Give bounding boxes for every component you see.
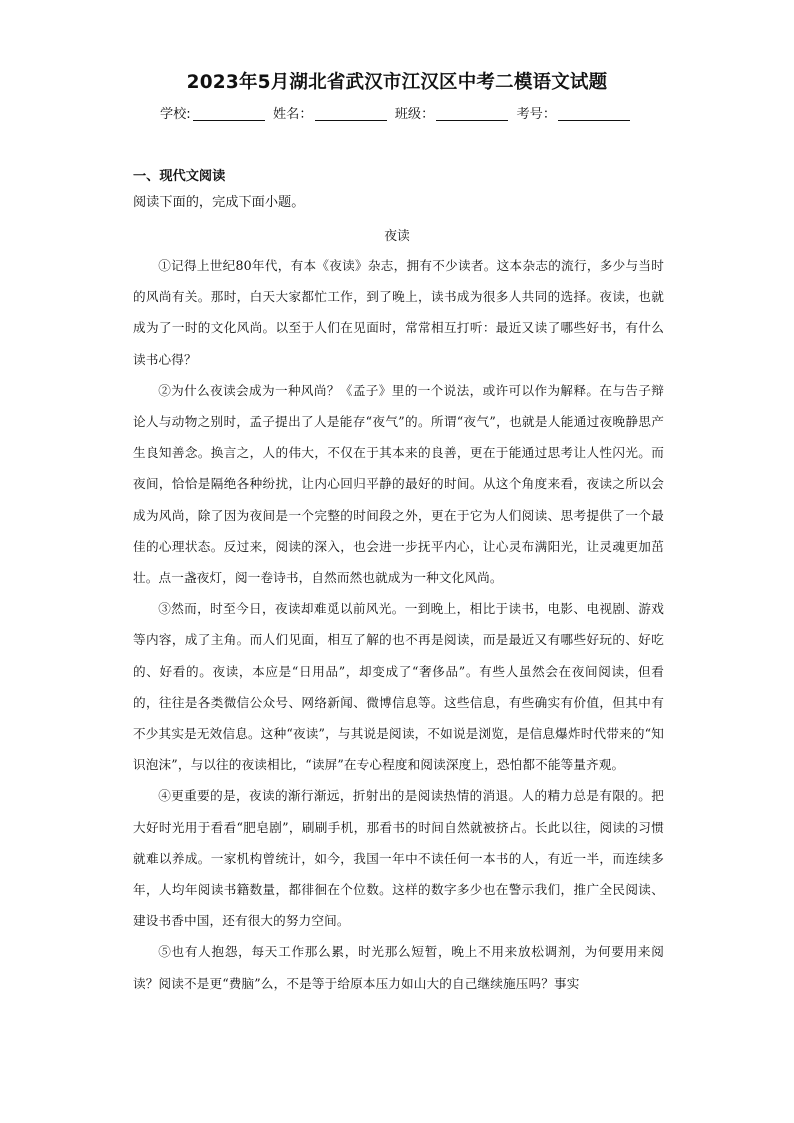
- essay-paragraph-2: ②为什么夜读会成为一种风尚？《孟子》里的一个说法，或许可以作为解释。在与告子辩论人与动物之别时，孟子提出了人是能存“夜气”的。所谓“夜气”，也就是人能通过夜晚静思产生良知善念。换言之，人的伟大，不仅在于其本来的良善，更在于能通过思考让人性闪光。而夜间，恰恰是隔绝各种纷扰，让内心回归平静的最好的时间。从这个角度来看，夜读之所以会成为风尚，除了因为夜间是一个完整的时间段之外，更在于它为人们阅读、思考提供了一个最佳的心理状态。反过来，阅读的深入，也会进一步抚平内心，让心灵布满阳光，让灵魂更加茁壮。点一盏夜灯，阅一卷诗书，自然而然也就成为一种文化风尚。: [133, 382, 664, 586]
- essay-paragraph-3: ③然而，时至今日，夜读却难觅以前风光。一到晚上，相比于读书，电影、电视剧、游戏等内容，成了主角。而人们见面，相互了解的也不再是阅读，而是最近又有哪些好玩的、好吃的、好看的。夜读，本应是“日用品”，却变成了“奢侈品”。有些人虽然会在夜间阅读，但看的，往往是各类微信公众号、网络新闻、微博信息等。这些信息，有些确实有价值，但其中有不少其实是无效信息。这种“夜读”，与其说是阅读，不如说是浏览，是信息爆炸时代带来的“知识泡沫”，与以往的夜读相比，“读屏”在专心程度和阅读深度上，恐怕都不能等量齐观。: [133, 601, 664, 773]
- essay-paragraph-4: ④更重要的是，夜读的渐行渐远，折射出的是阅读热情的消退。人的精力总是有限的。把大好时光用于看看“肥皂剧”，刷刷手机，那看书的时间自然就被挤占。长此以往，阅读的习惯就难以养成。一家机构曾统计，如今，我国一年中不读任何一本书的人，有近一半，而连续多年，人均年阅读书籍数量，都徘徊在个位数。这样的数字多少也在警示我们，推广全民阅读、建设书香中国，还有很大的努力空间。: [133, 788, 664, 929]
- school-label: 学校:: [159, 107, 191, 122]
- essay-body: [133, 250, 664, 999]
- section-instruction: 阅读下面的，完成下面小题。: [133, 195, 305, 210]
- class-blank[interactable]: [436, 106, 508, 121]
- exam-number-label: 考号：: [516, 107, 557, 122]
- class-label: 班级：: [394, 107, 435, 122]
- name-label: 姓名：: [272, 107, 313, 122]
- exam-number-blank[interactable]: [558, 106, 630, 121]
- section-heading: 一、现代文阅读: [133, 169, 226, 184]
- essay-paragraph-1: ①记得上世纪80年代，有本《夜读》杂志，拥有不少读者。这本杂志的流行，多少与当时的风尚有关。那时，白天大家都忙工作，到了晚上，读书成为很多人共同的选择。夜读，也就成为了一时的文化风尚。以至于人们在见面时，常常相互打听：最近又读了哪些好书，有什么读书心得？: [133, 258, 664, 367]
- student-info-row: [0, 103, 794, 122]
- essay-title: 夜读: [384, 229, 410, 244]
- name-blank[interactable]: [315, 106, 387, 121]
- document-title: 2023年5月湖北省武汉市江汉区中考二模语文试题: [186, 72, 608, 93]
- essay-paragraph-5: ⑤也有人抱怨，每天工作那么累，时光那么短暂，晚上不用来放松调剂，为何要用来阅读？阅读不是更“费脑”么，不是等于给原本压力如山大的自己继续施压吗？事实: [133, 944, 664, 991]
- school-blank[interactable]: [193, 106, 265, 121]
